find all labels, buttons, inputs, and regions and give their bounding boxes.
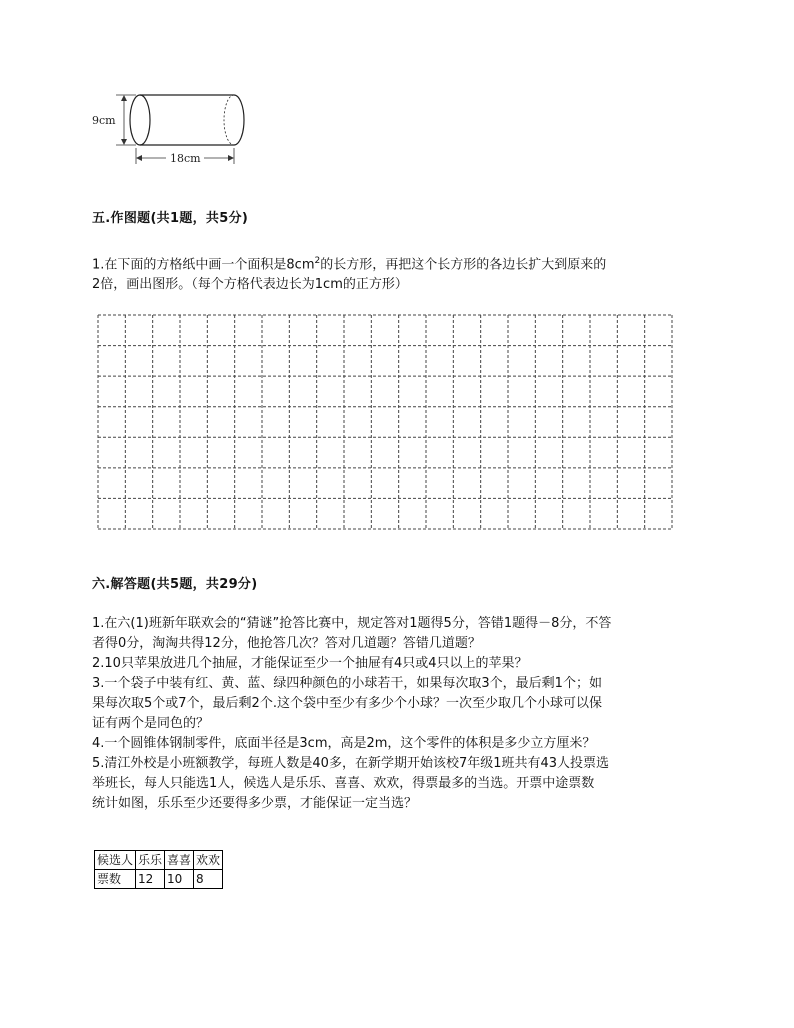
question-line: 1.在六(1)班新年联欢会的“猜谜”抢答比赛中，规定答对1题得5分，答错1题得－8分，不答: [92, 616, 612, 631]
vote-table-cell: 10: [165, 870, 194, 889]
vote-count-table: [94, 850, 223, 889]
drawing-question-text-a: 1.在下面的方格纸中画一个面积是8cm: [92, 257, 315, 273]
drawing-question-superscript: 2: [314, 256, 321, 266]
vote-table-cell: 票数: [95, 870, 136, 889]
vote-table-cell: 12: [136, 870, 165, 889]
length-label: 18cm: [170, 152, 201, 165]
question-line: 果每次取5个或7个，最后剩2个.这个袋中至少有多少个小球？一次至少取几个小球可以保: [92, 696, 602, 711]
drawing-question: [92, 251, 704, 295]
vote-table-cell: 喜喜: [165, 851, 194, 870]
section-title-answers: 六.解答题(共5题，共29分): [92, 577, 258, 592]
question-line: 统计如图，乐乐至少还要得多少票，才能保证一定当选？: [92, 796, 418, 811]
drawing-question-text-b: 的长方形，再把这个长方形的各边长扩大到原来的: [320, 257, 607, 273]
answer-questions: [92, 614, 704, 814]
question-line: 者得0分，淘淘共得12分，他抢答几次？答对几道题？答错几道题？: [92, 636, 481, 651]
cylinder-figure: [88, 88, 258, 173]
drawing-question-line-2: 2倍，画出图形。（每个方格代表边长为1cm的正方形）: [92, 277, 408, 293]
question-line: 证有两个是同色的？: [92, 716, 210, 731]
question-line: 3.一个袋子中装有红、黄、蓝、绿四种颜色的小球若干，如果每次取3个，最后剩1个；如: [92, 676, 602, 691]
question-line: 2.10只苹果放进几个抽屉，才能保证至少一个抽屉有4只或4只以上的苹果？: [92, 656, 528, 671]
vote-table-data-row: [95, 870, 223, 889]
vote-table-cell: 欢欢: [194, 851, 223, 870]
question-line: 4.一个圆锥体钢制零件，底面半径是3cm，高是2m，这个零件的体积是多少立方厘米？: [92, 736, 596, 751]
section-title-drawing: 五.作图题(共1题，共5分): [92, 211, 249, 226]
grid-paper[interactable]: [97, 314, 673, 530]
question-line: 5.清江外校是小班额教学，每班人数是40多，在新学期开始该校7年级1班共有43人投票选: [92, 756, 610, 771]
vote-table-cell: 候选人: [95, 851, 136, 870]
vote-table-cell: 8: [194, 870, 223, 889]
grid-paper-svg: [97, 314, 673, 530]
height-label: 9cm: [92, 114, 116, 127]
vote-table-header-row: [95, 851, 223, 870]
question-line: 举班长，每人只能选1人，候选人是乐乐、喜喜、欢欢，得票最多的当选。开票中途票数: [92, 776, 595, 791]
drawing-question-line-1: [92, 251, 704, 275]
vote-table-cell: 乐乐: [136, 851, 165, 870]
